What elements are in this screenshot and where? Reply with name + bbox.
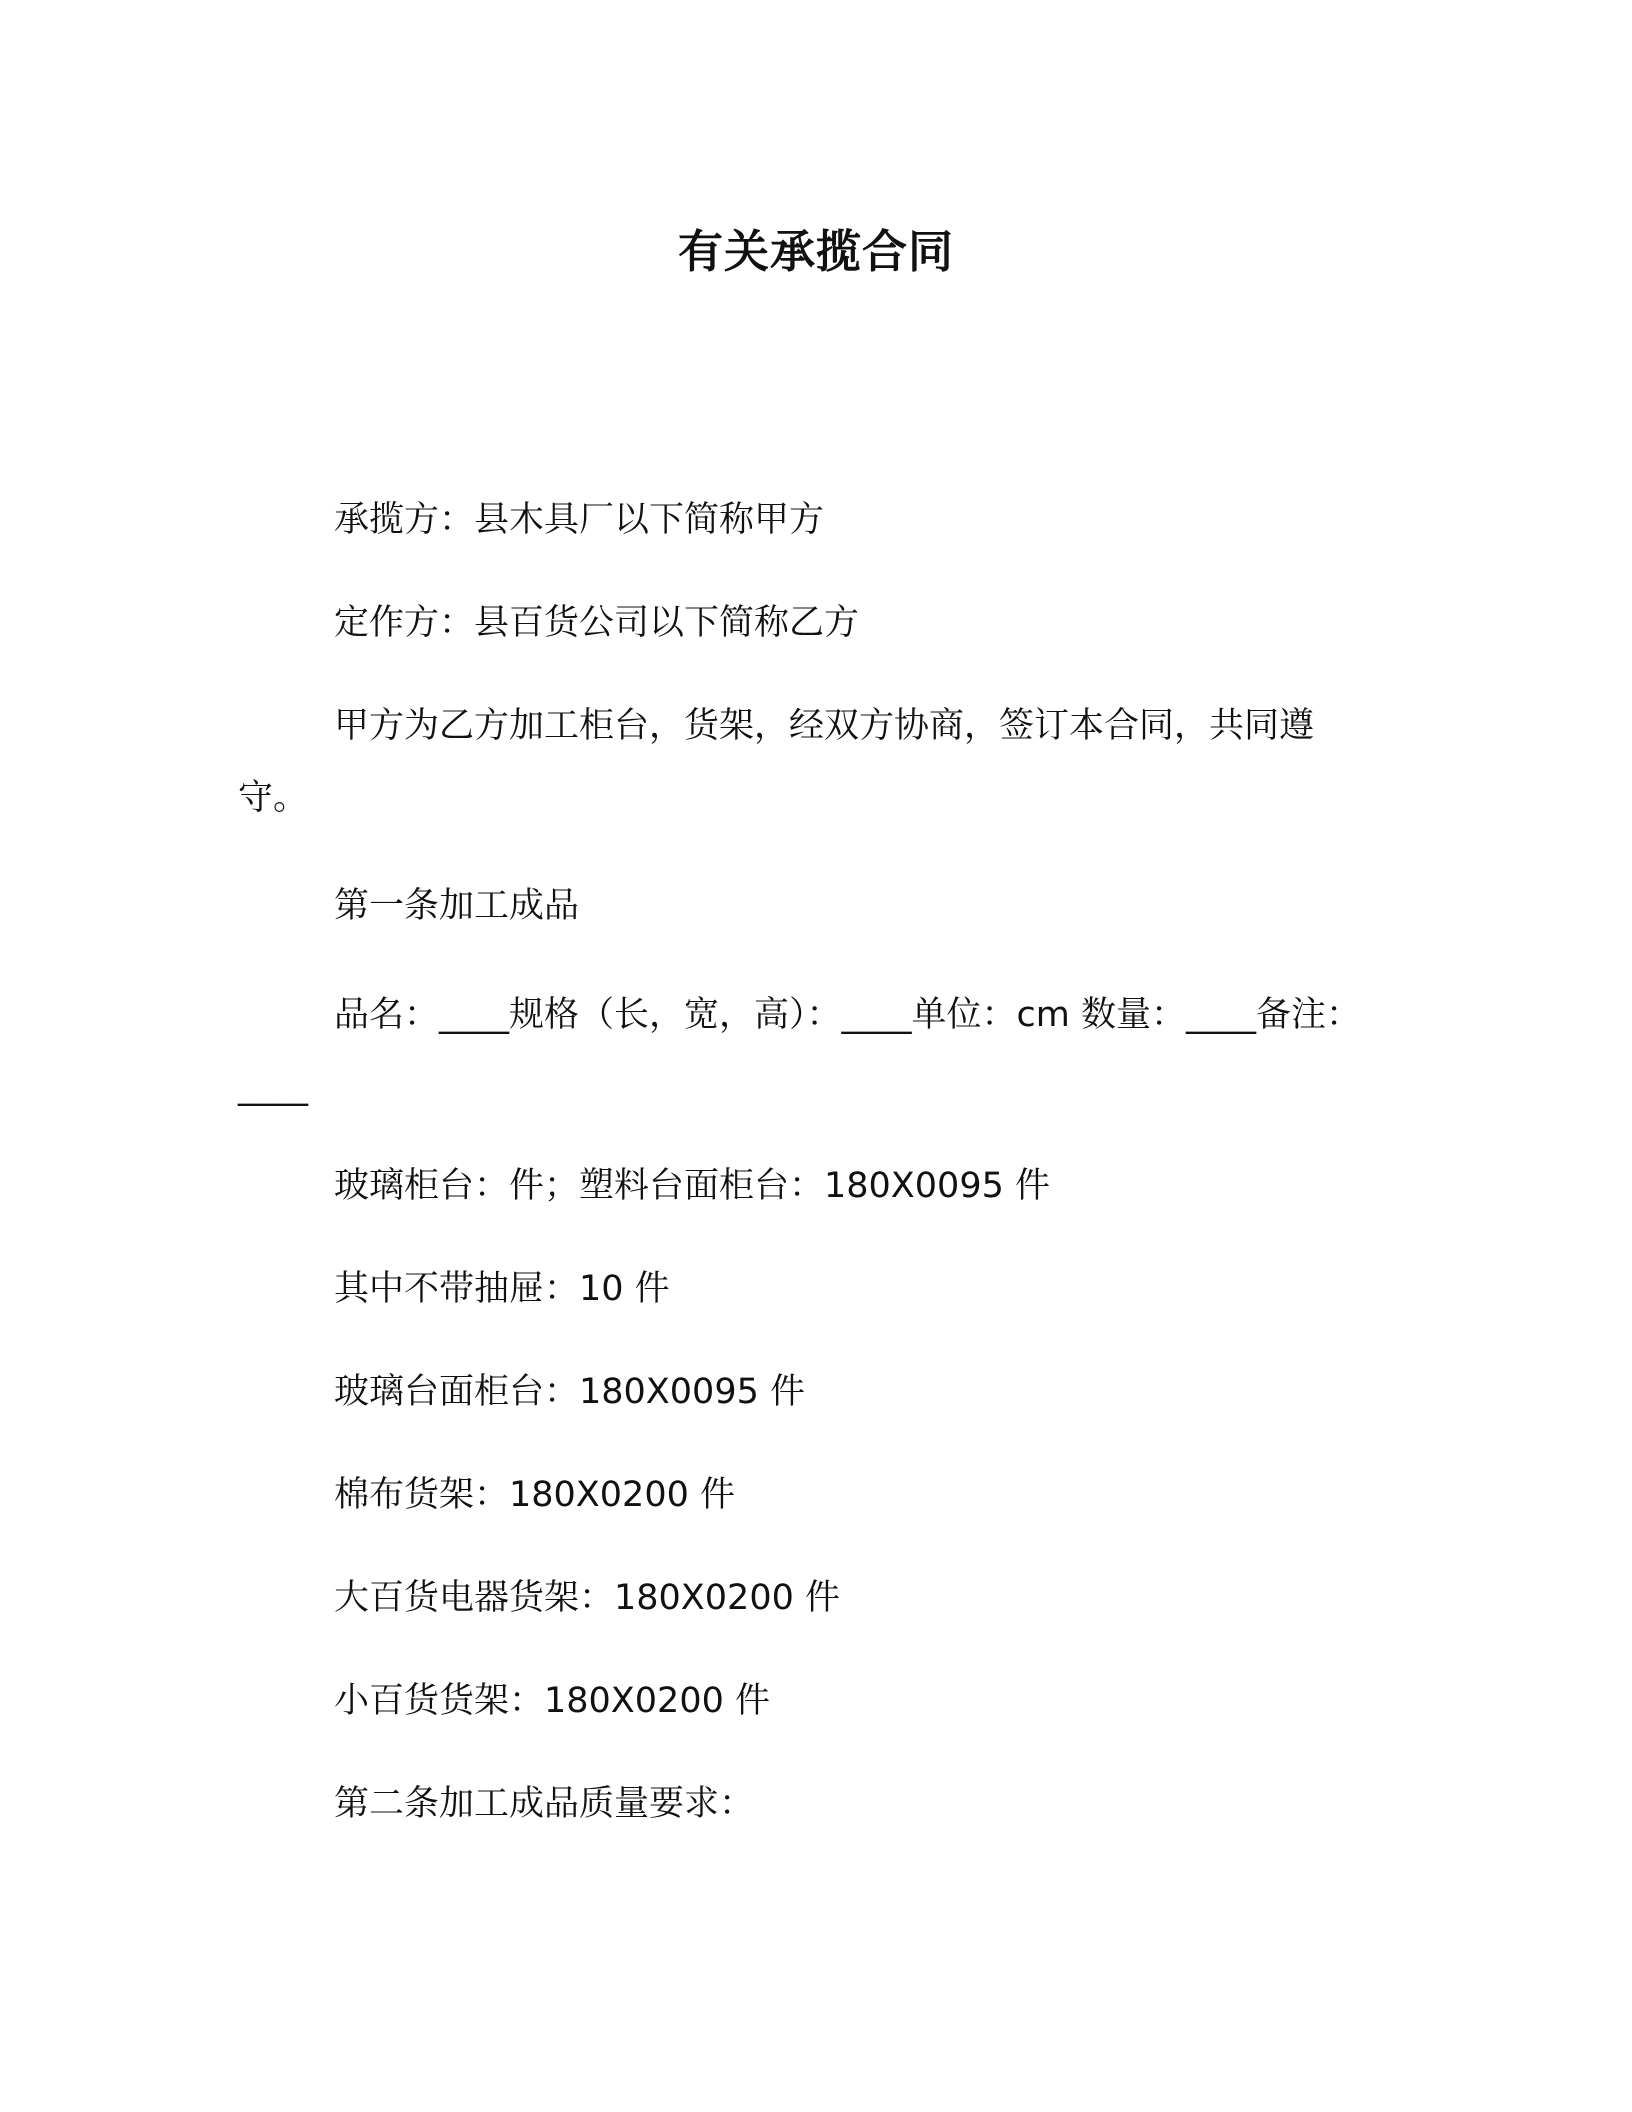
article-two-heading: 第二条加工成品质量要求：: [334, 1784, 755, 1824]
glass-counter-line: 玻璃柜台：件；塑料台面柜台：180X0095 件: [334, 1166, 1050, 1206]
appliance-shelf-line: 大百货电器货架：180X0200 件: [334, 1578, 840, 1618]
article-one-heading: 第一条加工成品: [334, 886, 580, 926]
document-title: 有关承揽合同: [677, 225, 954, 278]
glass-top-counter-line: 玻璃台面柜台：180X0095 件: [334, 1372, 805, 1412]
contractor-line: 承揽方：县木具厂以下简称甲方: [334, 500, 825, 540]
agreement-paragraph: 甲方为乙方加工柜台，货架，经双方协商，签订本合同，共同遵守。: [238, 706, 1315, 818]
product-spec-paragraph: 品名：____规格（长，宽，高）：____单位：cm 数量：____备注：____: [238, 995, 1361, 1107]
cotton-shelf-line: 棉布货架：180X0200 件: [334, 1475, 735, 1515]
small-goods-shelf-line: 小百货货架：180X0200 件: [334, 1681, 770, 1721]
no-drawer-line: 其中不带抽屉：10 件: [334, 1269, 670, 1309]
client-line: 定作方：县百货公司以下简称乙方: [334, 603, 860, 643]
